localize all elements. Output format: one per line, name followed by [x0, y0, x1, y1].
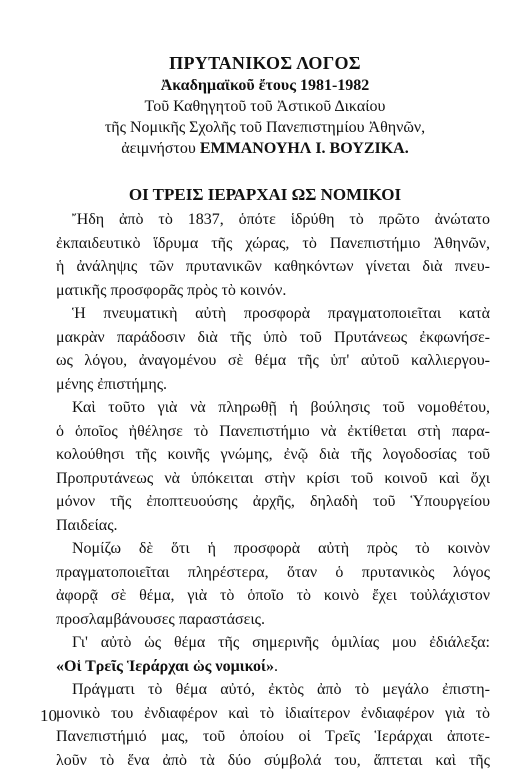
- text-line: λοῦν τὸ ἕνα ἀπὸ τὰ δύο σύμβολά του, ἅπτεται καὶ τῆς: [56, 751, 490, 769]
- author-affiliation-line-2: τῆς Νομικῆς Σχολῆς τοῦ Πανεπιστημίου Ἀθηνῶν,: [104, 119, 426, 136]
- text-line: Πανεπιστήμιό μας, τοῦ ὁποίου οἱ Τρεῖς Ἱεράρχαι ἀποτε-: [56, 728, 490, 745]
- text-line: ἡ ἀνάληψις τῶν πρυτανικῶν καθηκόντων γίνεται διὰ πνευ-: [56, 258, 490, 275]
- text-line: προσλαμβάνουσες παραστάσεις.: [56, 610, 266, 628]
- text-line: ως λόγου, ἀναγομένου σὲ θέμα τῆς ὑπ' αὐτοῦ καλλιεργου-: [56, 352, 490, 369]
- text-line: ὁ ὁποῖος ἠθέλησε τὸ Πανεπιστήμιο νὰ ἐκτίθεται στὴ παρα-: [56, 422, 490, 440]
- text-line: μακρὰν παράδοσιν διὰ τῆς ὑπὸ τοῦ Πρυτάνεως ἐκφωνήσε-: [56, 328, 490, 346]
- author-name-line: [40, 138, 490, 159]
- body-text: [56, 208, 490, 772]
- text-line: πραγματοποιεῖται πληρέστερα, ὅταν ὁ πρυτανικὸς λόγος: [56, 563, 490, 581]
- text-line: μόνον τῆς ἐποπτευούσης ἀρχῆς, δηλαδὴ τοῦ Ὑπουργείου: [56, 493, 490, 510]
- author-name: ΕΜΜΑΝΟΥΗΛ Ι. ΒΟΥΖΙΚΑ.: [199, 140, 409, 157]
- text-line: Προπρυτάνεως νὰ ὑπόκειται στὴν κρίσι τοῦ κοινοῦ καὶ ὄχι: [56, 469, 490, 487]
- text-line: Ἤδη ἀπὸ τὸ 1837, ὁπότε ἱδρύθη τὸ πρῶτο ἀνώτατο: [72, 211, 490, 228]
- text-line: μονικὸ του ἐνδιαφέρον καὶ τὸ ἰδιαίτερον ἐνδιαφέρον γιὰ τὸ: [56, 704, 490, 722]
- text-line: Παιδείας.: [56, 516, 118, 534]
- text-line: Ἡ πνευματικὴ αὐτὴ προσφορὰ πραγματοποιεῖται κατὰ: [72, 305, 490, 322]
- academic-year: Ἀκαδημαϊκοῦ ἔτους 1981-1982: [160, 77, 370, 94]
- text-line: ἐκπαιδευτικὸ ἵδρυμα τῆς χώρας, τὸ Πανεπιστήμιο Ἀθηνῶν,: [56, 234, 490, 252]
- text-line: κολούθησι τῆς κοινῆς γνώμης, ἐνῷ διὰ τῆς λογοδοσίας τοῦ: [56, 446, 490, 463]
- lecture-header: [40, 52, 490, 159]
- lecture-heading: ΠΡΥΤΑΝΙΚΟΣ ΛΟΓΟΣ: [169, 53, 361, 73]
- author-affiliation-line-1: Τοῦ Καθηγητοῦ τοῦ Ἀστικοῦ Δικαίου: [144, 98, 386, 115]
- text-line: ματικῆς προσφορᾶς πρὸς τὸ κοινόν.: [56, 281, 287, 299]
- text-line: Νομίζω δὲ ὅτι ἡ προσφορὰ αὐτὴ πρὸς τὸ κοινὸν: [72, 540, 490, 557]
- lecture-topic: «Οἱ Τρεῖς Ἱεράρχαι ὡς νομικοί»: [56, 657, 274, 675]
- lecture-topic-period: .: [274, 657, 278, 675]
- text-line: μένης ἐπιστήμης.: [56, 375, 168, 393]
- section-title: ΟΙ ΤΡΕΙΣ ΙΕΡΑΡΧΑΙ ΩΣ ΝΟΜΙΚΟΙ: [128, 185, 402, 204]
- page-number: 10: [40, 706, 57, 725]
- text-line: Πράγματι τὸ θέμα αὐτό, ἐκτὸς ἀπὸ τὸ μεγάλο ἐπιστη-: [72, 681, 490, 698]
- text-line: Καὶ τοῦτο γιὰ νὰ πληρωθῇ ἡ βούλησις τοῦ νομοθέτου,: [72, 399, 490, 416]
- author-prefix: ἀειμνήστου: [121, 140, 200, 157]
- text-line: ἀφορᾷ σὲ θέμα, γιὰ τὸ ὁποῖο τὸ κοινὸ ἔχει τοὐλάχιστον: [56, 587, 490, 604]
- text-line: Γι' αὐτὸ ὡς θέμα τῆς σημερινῆς ὁμιλίας μου ἐδιάλεξα:: [72, 634, 490, 651]
- text-line: [56, 655, 490, 679]
